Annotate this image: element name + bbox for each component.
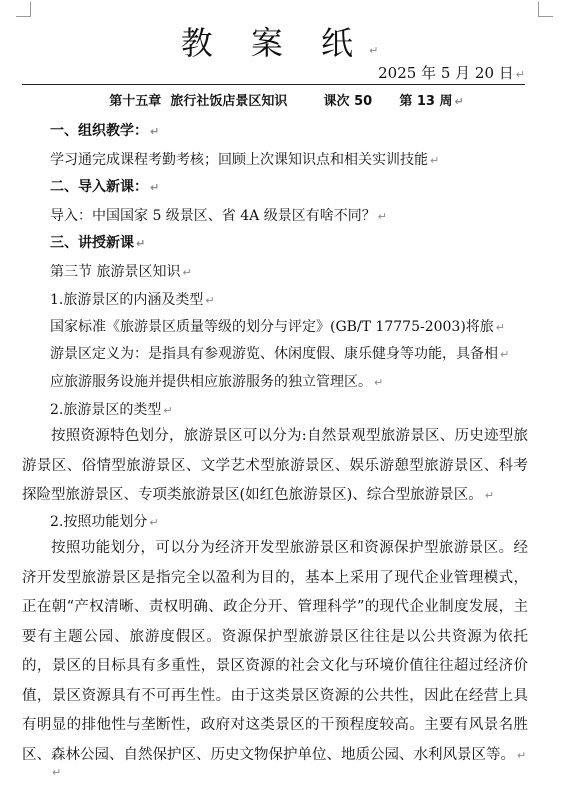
paragraph-mark-icon: ↵ [150, 181, 160, 194]
function-paragraph-text: 按照功能划分，可以分为经济开发型旅游景区和资源保护型旅游景区。经济开发型旅游景区是指完全以盈利为目的，基本上采用了现代企业管理模式，正在朝“产权清晰、责权明确、政企分开、管理科学”的现代企业制度发展，主要有主题公园、旅游度假区。资源保护型旅游景区往往是以公共资源为依托的，景区的目标具有多重性，景区资源的社会文化与环境价值往往超过经济价值，景区资源具有不可再生性。由于这类景区资源的公共性，因此在经营上具有明显的排他性与垄断性，政府对这类景区的干预程度较高。主要有风景名胜区、森林公园、自然保护区、历史文物保护单位、地质公园、水利风景区等。 [22, 540, 528, 763]
paragraph-mark-icon: ↵ [377, 210, 387, 223]
function-paragraph [22, 534, 528, 770]
paragraph-mark-icon: ↵ [205, 294, 215, 307]
paragraph-mark-icon: ↵ [52, 766, 62, 779]
intro-heading [50, 176, 159, 196]
definition-line-2 [50, 343, 509, 363]
paragraph-mark-icon: ↵ [495, 321, 506, 334]
definition-line-2-text: 游景区定义为：是指具有参观游览、休闲度假、康乐健身等功能，具备相 [50, 346, 498, 362]
paragraph-mark-icon: ↵ [136, 237, 146, 250]
item2-title [50, 399, 173, 419]
definition-line-3-text: 应旅游服务设施并提供相应旅游服务的独立管理区。 [50, 374, 372, 390]
paragraph-mark-icon: ↵ [500, 348, 510, 361]
intro-heading-text: 二、导入新课： [50, 179, 148, 195]
definition-line-1 [50, 316, 505, 336]
header-divider [22, 84, 525, 85]
definition-line-1-text: 国家标准《旅游景区质量等级的划分与评定》(GB/T 17775-2003)将旅 [50, 319, 494, 335]
date-line [378, 62, 525, 83]
org-heading [50, 120, 159, 140]
item3-title [50, 511, 159, 531]
resource-paragraph-text: 按照资源特色划分，旅游景区可以分为:自然景观型旅游景区、历史迹型旅游景区、俗情型旅游景区、文学艺术型旅游景区、娱乐游憩型旅游景区、科考探险型旅游景区、专项类旅游景区(如红色旅游景区)、综合型旅游景区。 [22, 428, 528, 503]
paragraph-mark-icon: ↵ [163, 404, 173, 417]
paragraph-mark-icon: ↵ [150, 125, 160, 138]
item1-title [50, 289, 215, 309]
document-title [0, 18, 573, 64]
page-corner-mark-top-left [16, 2, 31, 17]
paragraph-mark-icon: ↵ [149, 516, 159, 529]
paragraph-mark-icon: ↵ [374, 376, 384, 389]
intro-text [50, 205, 387, 225]
paragraph-mark-icon: ↵ [430, 154, 440, 167]
chapter-info [0, 90, 573, 109]
paragraph-mark-icon: ↵ [369, 44, 393, 57]
paragraph-mark-icon: ↵ [484, 489, 495, 502]
item1-title-text: 1.旅游景区的内涵及类型 [50, 292, 204, 308]
section-title-text: 第三节 旅游景区知识 [50, 264, 181, 280]
item3-title-text: 2.按照功能划分 [50, 514, 148, 530]
org-text-content: 学习通完成课程考勤考核；回顾上次课知识点和相关实训技能 [50, 152, 428, 168]
date-text: 2025 年 5 月 20 日 [378, 64, 514, 82]
org-text [50, 149, 439, 169]
teach-heading [50, 232, 145, 252]
org-heading-text: 一、组织教学： [50, 123, 148, 139]
paragraph-mark-icon: ↵ [517, 748, 527, 762]
resource-paragraph [22, 422, 528, 511]
page-corner-mark-top-right [538, 2, 553, 17]
section-title [50, 261, 192, 281]
intro-text-content: 导入：中国国家 5 级景区、省 4A 级景区有啥不同？ [50, 208, 376, 224]
definition-line-3 [50, 371, 383, 391]
teach-heading-text: 三、讲授新课 [50, 235, 134, 251]
paragraph-mark-icon: ↵ [515, 68, 525, 81]
paragraph-mark-icon: ↵ [182, 266, 192, 279]
empty-paragraph [50, 764, 61, 780]
title-text: 教 案 纸 [180, 24, 368, 62]
paragraph-mark-icon: ↵ [454, 95, 464, 108]
item2-title-text: 2.旅游景区的类型 [50, 402, 162, 418]
chapter-text: 第十五章 旅行社饭店景区知识 课次 50 第 13 周 [109, 94, 453, 109]
